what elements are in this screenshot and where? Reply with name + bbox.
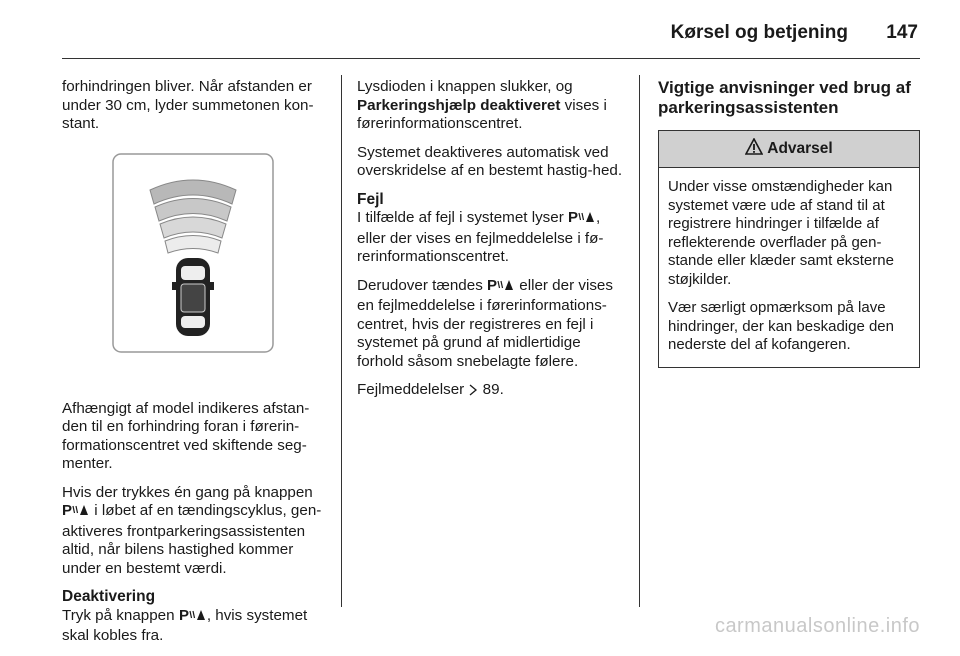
display-message: Parkeringshjælp deaktiveret	[357, 96, 561, 114]
paragraph-distance: forhindringen bliver. Når afstanden er under 30 cm, lyder summetonen kon-stant.	[62, 78, 314, 132]
watermark: carmanualsonline.info	[714, 615, 920, 637]
reference-arrow-icon	[468, 383, 478, 402]
warning-box	[658, 130, 920, 368]
warning-header	[659, 131, 919, 168]
paragraph-reactivate: Hvis der trykkes én gang på knappen P i løbet af en tændingscyklus, gen-aktiveres frontparkeringsassistenten altid, når bilens hastighed kommer under en bestemt værdi.	[62, 483, 322, 577]
page-header	[0, 0, 960, 60]
fault-heading: Fejl	[357, 190, 384, 208]
park-assist-icon	[568, 209, 596, 230]
park-assist-display-illustration	[62, 144, 324, 362]
svg-text:P: P	[568, 209, 579, 224]
chapter-title: Kørsel og betjening	[670, 22, 848, 43]
park-assist-icon	[487, 277, 515, 298]
paragraph-led-off: Lysdioden i knappen slukker, og Parkeringshjælp deaktiveret vises i førerinformationscentret.	[357, 78, 607, 132]
park-assist-display-figure	[62, 144, 324, 362]
column-1	[62, 78, 324, 656]
column-divider-2	[639, 75, 640, 607]
svg-text:P: P	[487, 276, 498, 292]
warning-body	[659, 168, 919, 367]
warning-paragraph-1: Under visse omstændigheder kan systemet være ude af stand til at registrere hindringer i tilfælde af reflekterende overflader på gen-stande eller klæder samt eksterne støjkilder.	[668, 178, 894, 288]
section-title: Vigtige anvisninger ved brug af parkeringsassistenten	[658, 78, 911, 117]
park-assist-icon	[179, 607, 207, 628]
paragraph-segments: Afhængigt af model indikeres afstan-den til en forhindring foran i førerin-formationscentret ved skiftende seg-menter.	[62, 399, 310, 472]
warning-label: Advarsel	[767, 139, 833, 157]
park-assist-icon	[62, 502, 90, 523]
column-divider-1	[341, 75, 342, 607]
column-3	[658, 78, 920, 368]
warning-triangle-icon	[745, 138, 763, 161]
deactivation-heading: Deaktivering	[62, 588, 156, 605]
paragraph-auto-deactivate: Systemet deaktiveres automatisk ved overskridelse af en bestemt hastig-hed.	[357, 143, 623, 179]
paragraph-fault-messages: Fejlmeddelelser 89.	[357, 381, 625, 402]
paragraph-fault: I tilfælde af fejl i systemet lyser P , eller der vises en fejlmeddelelse i fø-rerinformationscentret.	[357, 209, 604, 265]
warning-paragraph-2: Vær særligt opmærksom på lave hindringer, der kan beskadige den nederste del af kofangeren.	[668, 299, 894, 353]
svg-text:P: P	[62, 502, 73, 517]
header-divider	[62, 58, 920, 59]
paragraph-deactivate: Tryk på knappen P , hvis systemet skal kobles fra.	[62, 606, 308, 644]
svg-text:P: P	[178, 606, 189, 622]
page-number: 147	[886, 22, 918, 43]
paragraph-fault-detail: Derudover tændes P eller der vises en fejlmeddelelse i førerinformations-centret, hvis der registreres en fejl i systemet på grund af midlertidige forhold såsom snebelagte følere.	[357, 276, 613, 370]
column-2	[357, 78, 625, 412]
